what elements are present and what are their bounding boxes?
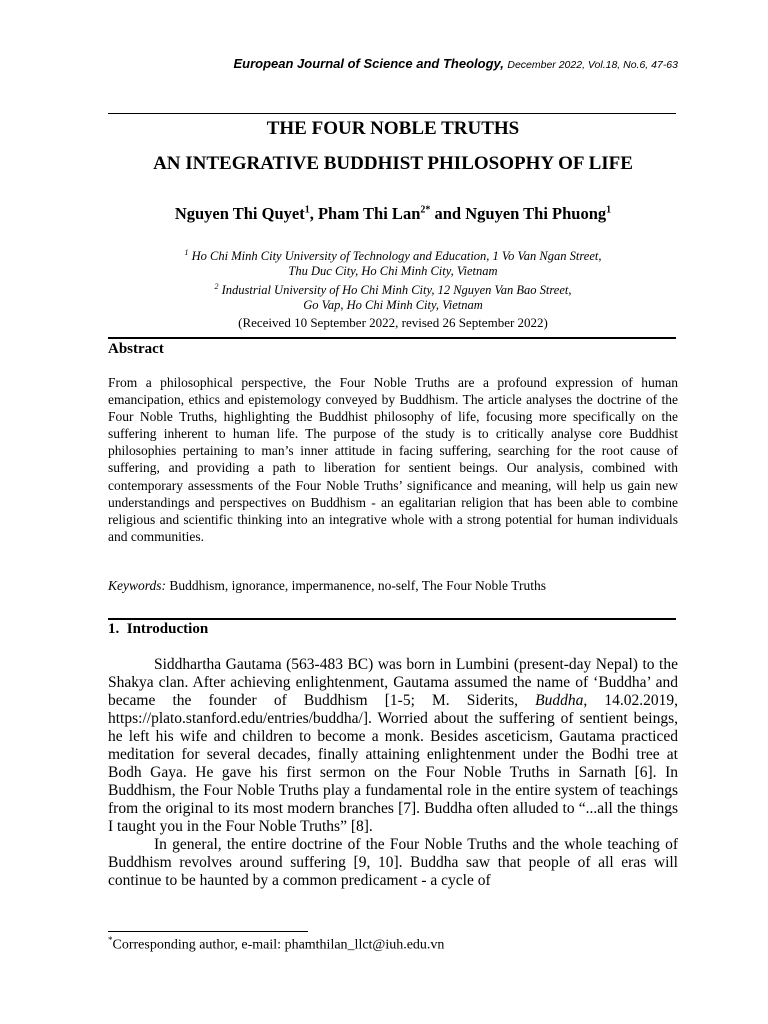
abstract-top-rule <box>108 337 676 339</box>
intro-body <box>108 656 678 890</box>
abstract-heading: Abstract <box>108 341 164 357</box>
intro-heading: 1. Introduction <box>108 621 209 637</box>
journal-name: European Journal of Science and Theology, <box>233 56 504 71</box>
affiliation-1 <box>108 245 678 264</box>
author-sep: , <box>309 204 318 223</box>
keywords <box>108 578 678 594</box>
affiliations <box>108 245 678 313</box>
header-rule <box>108 113 676 114</box>
footnote-rule <box>108 931 308 932</box>
journal-header <box>108 56 678 71</box>
affiliation-text: Ho Chi Minh City University of Technology and Education, 1 Vo Van Ngan Street, <box>188 249 602 264</box>
affiliation-sup: 2 <box>214 282 219 292</box>
keywords-label: Keywords: <box>108 578 166 593</box>
affiliation-text: Industrial University of Ho Chi Minh City, 12 Nguyen Van Bao Street, <box>218 283 572 298</box>
affiliation-text: Thu Duc City, Ho Chi Minh City, Vietnam <box>288 264 498 279</box>
author-affil-sup: 1 <box>606 204 612 216</box>
footnote <box>108 935 444 954</box>
abstract-text: From a philosophical perspective, the Four Noble Truths are a profound expression of human emancipation, ethics and epistemology conveyed by Buddhism. The article analyses the doctrine of the Four Noble Truths, highlighting the Buddhist philosophy of life, focusing more specifically on the suffering inherent to human life. The purpose of the study is to critically analyse core Buddhist philosophies pertaining to man’s inner attitude in facing suffering, searching for the root cause of suffering, and providing a path to liberation for sentient beings. Our analysis, combined with contemporary assessments of the Four Noble Truths’ significance and meaning, will help us gain new understandings and perspectives on Buddhism - an egalitarian religion that has been able to combine religious and scientific thinking into an integrative whole with a strong potential for human individuals and communities. <box>108 375 678 544</box>
journal-meta: December 2022, Vol.18, No.6, 47-63 <box>507 59 678 71</box>
author-list <box>108 204 678 224</box>
title-line-1: THE FOUR NOBLE TRUTHS <box>266 118 520 139</box>
intro-top-rule <box>108 618 676 620</box>
keywords-text: Buddhism, ignorance, impermanence, no-self, The Four Noble Truths <box>166 578 546 593</box>
footnote-text: Corresponding author, e-mail: phamthilan_llct@iuh.edu.vn <box>112 937 445 953</box>
author-name: Nguyen Thi Quyet <box>174 204 305 223</box>
author-affil-sup: 1 <box>304 204 310 216</box>
intro-paragraph-1 <box>108 656 678 836</box>
paragraph-emphasis: Buddha <box>535 692 584 709</box>
title-line-2: AN INTEGRATIVE BUDDHIST PHILOSOPHY OF LIFE <box>153 153 633 174</box>
footnote-mark: * <box>108 935 113 945</box>
author-affil-sup: 2* <box>420 204 431 216</box>
paragraph-text: Siddhartha Gautama (563-483 BC) was born in Lumbini (present-day Nepal) to the Shakya clan. After achieving enlightenment, Gautama assumed the name of ‘Buddha’ and became the founder of Buddhism [1-5; M. Siderits, <box>108 656 678 709</box>
intro-paragraph-2: In general, the entire doctrine of the Four Noble Truths and the whole teaching of Buddhism revolves around suffering [9, 10]. Buddha saw that people of all eras will continue to be haunted by a common predicament - a cycle of <box>108 836 678 889</box>
affiliation-text: Go Vap, Ho Chi Minh City, Vietnam <box>303 298 483 313</box>
affiliation-sup: 1 <box>184 248 189 257</box>
author-sep: and <box>430 204 466 223</box>
affiliation-2 <box>108 279 678 298</box>
author-name: Nguyen Thi Phuong <box>465 204 607 223</box>
received-dates: (Received 10 September 2022, revised 26 September 2022) <box>238 315 548 330</box>
paragraph-text: , 14.02.2019, https://plato.stanford.edu/entries/buddha/]. Worried about the suffering of sentient beings, he left his wife and children to become a monk. Besides asceticism, Gautama practiced meditation for several decades, finally attaining enlightenment under the Bodhi tree at Bodh Gaya. He gave his first sermon on the Four Noble Truths in Sarnath [6]. In Buddhism, the Four Noble Truths play a fundamental role in the entire system of teachings from the original to its most modern branches [7]. Buddha often alluded to “...all the things I taught you in the Four Noble Truths” [8]. <box>108 692 679 835</box>
author-name: Pham Thi Lan <box>317 204 421 223</box>
